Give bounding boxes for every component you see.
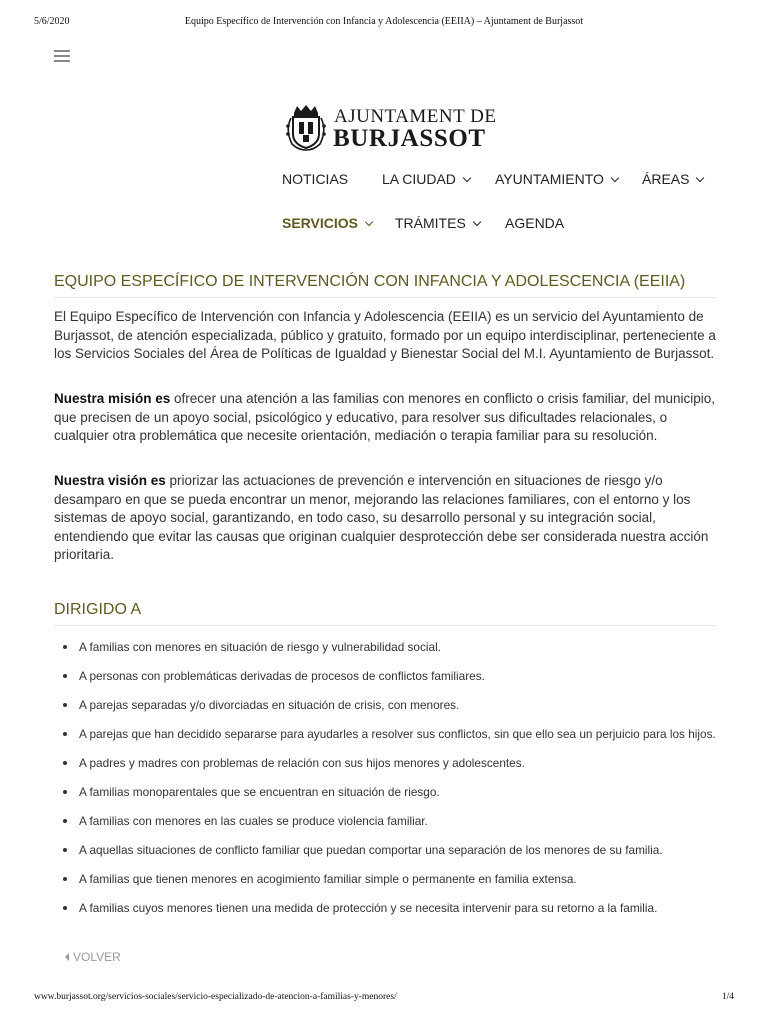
dirigido-list xyxy=(54,638,716,928)
nav-agenda[interactable] xyxy=(505,215,564,231)
nav-agenda-label: AGENDA xyxy=(505,215,565,231)
back-link-label: VOLVER xyxy=(73,950,121,964)
chevron-down-icon xyxy=(611,174,619,182)
back-link[interactable] xyxy=(65,950,121,964)
vision-text: priorizar las actuaciones de prevención e intervención en situaciones de riesgo y/o desamparo en que se pueda encontrar un menor, mejorando las relaciones familiares, con el entorno y los sistemas de apoyo social, garantizando, en todo caso, su desarrollo personal y su integración social, entendiendo que evitar las causas que originan cualquier desprotección debe ser considerada nuestra acción prioritaria. xyxy=(54,473,709,563)
chevron-down-icon xyxy=(463,174,471,182)
nav-areas-label: ÁREAS xyxy=(642,171,690,187)
chevron-down-icon xyxy=(365,218,373,226)
print-url: www.burjassot.org/servicios-sociales/servicio-especializado-de-atencion-a-familias-y-menores/ xyxy=(34,992,397,1002)
print-date: 5/6/2020 xyxy=(34,16,70,27)
list-item: A familias con menores en situación de riesgo y vulnerabilidad social. xyxy=(54,638,716,656)
coat-of-arms-icon xyxy=(284,104,328,152)
list-item: A parejas separadas y/o divorciadas en situación de crisis, con menores. xyxy=(54,696,716,714)
hamburger-menu-icon[interactable] xyxy=(54,50,70,64)
chevron-down-icon xyxy=(473,218,481,226)
print-header xyxy=(34,16,734,30)
list-item: A familias con menores en las cuales se produce violencia familiar. xyxy=(54,812,716,830)
list-item: A padres y madres con problemas de relación con sus hijos menores y adolescentes. xyxy=(54,754,716,772)
intro-paragraph: El Equipo Específico de Intervención con Infancia y Adolescencia (EEIIA) es un servicio del Ayuntamiento de Burjassot, de atención especializada, público y gratuito, formado por un equipo interdisciplinar, perteneciente a los Servicios Sociales del Área de Políticas de Igualdad y Bienestar Social del M.I. Ayuntamiento de Burjassot. xyxy=(54,309,716,362)
print-title: Equipo Específico de Intervención con Infancia y Adolescencia (EEIIA) – Ajuntament de Burjassot xyxy=(184,16,584,27)
logo-line-2: BURJASSOT xyxy=(333,125,486,152)
nav-ayuntamiento-label: AYUNTAMIENTO xyxy=(495,171,604,187)
caret-left-icon xyxy=(65,953,69,961)
list-item: A familias cuyos menores tienen una medida de protección y se necesita intervenir para su retorno a la familia. xyxy=(54,899,716,917)
nav-areas[interactable] xyxy=(642,171,703,187)
nav-tramites[interactable] xyxy=(395,215,480,231)
nav-ayuntamiento[interactable] xyxy=(495,171,618,187)
nav-noticias-label: NOTICIAS xyxy=(282,171,349,187)
nav-servicios[interactable] xyxy=(282,215,372,231)
mision-label: Nuestra misión es xyxy=(54,391,171,406)
list-item: A personas con problemáticas derivadas de procesos de conflictos familiares. xyxy=(54,667,716,685)
site-logo[interactable] xyxy=(284,104,497,154)
mision-paragraph xyxy=(54,390,716,446)
logo-line-1: AJUNTAMENT DE xyxy=(334,106,497,127)
list-item: A familias que tienen menores en acogimiento familiar simple o permanente en familia extensa. xyxy=(54,870,716,888)
nav-la-ciudad-label: LA CIUDAD xyxy=(382,171,456,187)
print-page-number: 1/4 xyxy=(721,992,734,1002)
print-footer xyxy=(34,992,734,1006)
vision-paragraph xyxy=(54,472,716,565)
dirigido-title: DIRIGIDO A xyxy=(54,601,716,626)
mision-text: ofrecer una atención a las familias con menores en conflicto o crisis familiar, del municipio, que precisen de un apoyo social, psicológico y educativo, para resolver sus dificultades relacionales, o cualquier otra problemática que necesite orientación, mediación o terapia familiar para su resolución. xyxy=(54,391,716,444)
page-title: EQUIPO ESPECÍFICO DE INTERVENCIÓN CON INFANCIA Y ADOLESCENCIA (EEIIA) xyxy=(54,273,716,298)
list-item: A parejas que han decidido separarse para ayudarles a resolver sus conflictos, sin que ello sea un perjuicio para los hijos. xyxy=(54,725,716,743)
vision-label: Nuestra visión es xyxy=(54,473,166,488)
nav-noticias[interactable] xyxy=(282,171,348,187)
nav-la-ciudad[interactable] xyxy=(382,171,470,187)
nav-tramites-label: TRÁMITES xyxy=(395,215,466,231)
list-item: A aquellas situaciones de conflicto familiar que puedan comportar una separación de los menores de su familia. xyxy=(54,841,716,859)
chevron-down-icon xyxy=(696,174,704,182)
nav-servicios-label: SERVICIOS xyxy=(282,215,358,231)
list-item: A familias monoparentales que se encuentran en situación de riesgo. xyxy=(54,783,716,801)
